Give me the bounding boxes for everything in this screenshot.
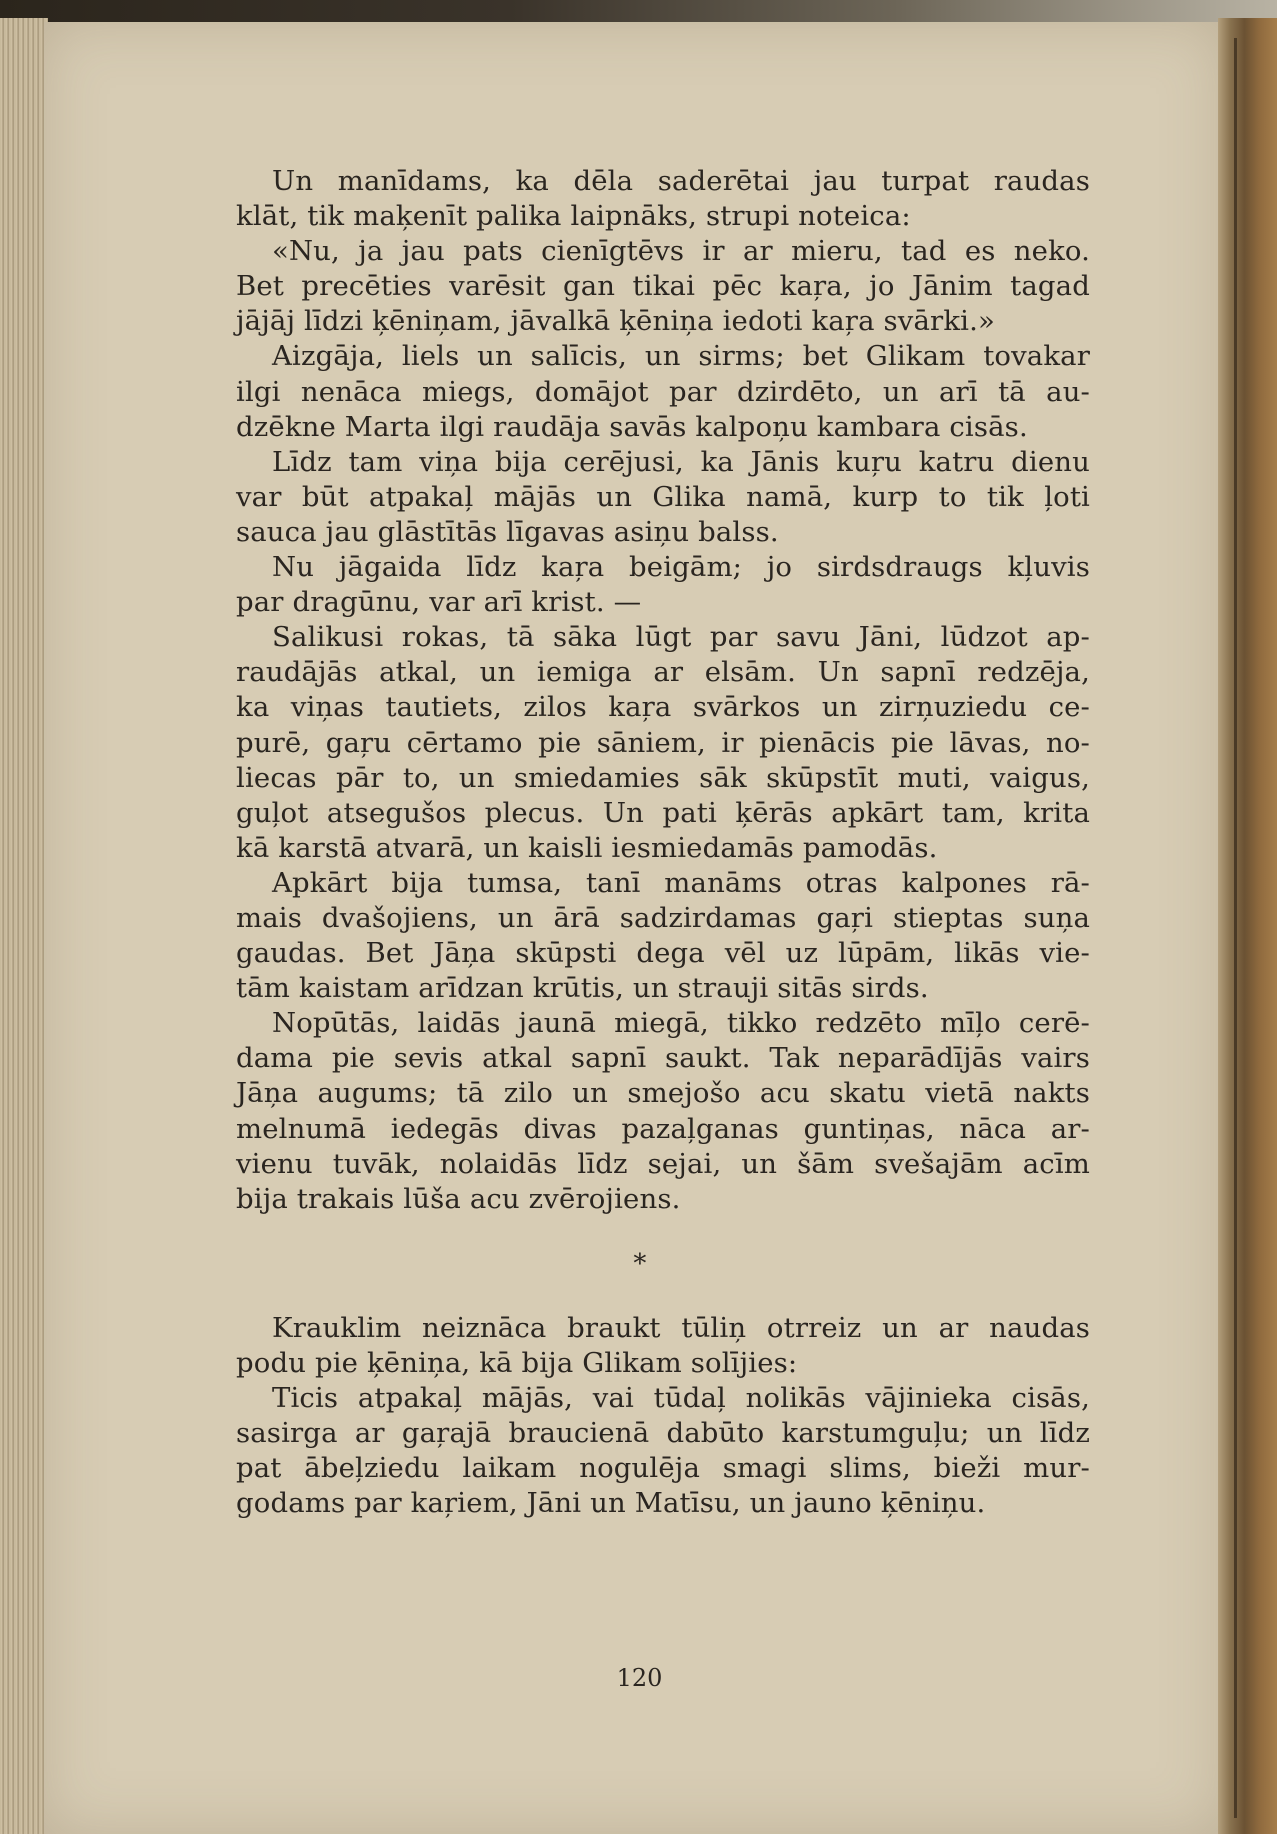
paragraph: [200, 1311, 1090, 1381]
binding-edge-line: [1234, 38, 1237, 1818]
text-line: Krauklim neiznāca braukt tūliņ otrreiz un ar naudas: [272, 1311, 1090, 1344]
text-line: «Nu, ja jau pats cienīgtēvs ir ar mieru, tad es neko.: [272, 235, 1090, 268]
text-line: raudājās atkal, un iemiga ar elsām. Un sapnī redzēja,: [236, 656, 1090, 689]
text-line: dzēkne Marta ilgi raudāja savās kalpoņu kambara cisās.: [236, 410, 1028, 443]
page-number: 120: [616, 1664, 663, 1692]
paragraphs-after-separator: [200, 1311, 1090, 1522]
paragraph: [200, 550, 1090, 620]
text-line: podu pie ķēniņa, kā bija Glikam solījies:: [236, 1346, 798, 1379]
text-line: sauca jau glāstītās līgavas asiņu balss.: [236, 515, 779, 548]
text-line: jājāj līdzi ķēniņam, jāvalkā ķēniņa iedoti kaŗa svārki.»: [236, 305, 995, 338]
paragraph: [200, 445, 1090, 550]
book-binding: [1218, 18, 1277, 1834]
text-line: melnumā iedegās divas pazaļganas guntiņas, nāca ar-: [236, 1112, 1090, 1145]
text-line: Aizgāja, liels un salīcis, un sirms; bet Glikam tovakar: [272, 340, 1090, 373]
text-line: guļot atsegušos plecus. Un pati ķērās apkārt tam, krita: [236, 796, 1090, 829]
paragraph: [200, 339, 1090, 444]
text-line: bija trakais lūša acu zvērojiens.: [236, 1182, 681, 1215]
text-line: klāt, tik maķenīt palika laipnāks, strupi noteica:: [236, 200, 911, 233]
page-text: [200, 164, 1090, 1521]
scan-top-edge: [0, 0, 1277, 22]
text-line: purē, gaŗu cērtamo pie sāniem, ir pienācis pie lāvas, no-: [236, 726, 1090, 759]
text-line: gaudas. Bet Jāņa skūpsti dega vēl uz lūpām, likās vie-: [236, 937, 1090, 970]
paragraph: [200, 1006, 1090, 1217]
text-line: Bet precēties varēsit gan tikai pēc kaŗa, jo Jānim tagad: [236, 270, 1090, 303]
paragraph: [200, 164, 1090, 234]
text-line: par dragūnu, var arī krist. —: [236, 586, 642, 619]
text-line: Un manīdams, ka dēla saderētai jau turpat raudas: [272, 165, 1090, 197]
text-line: mais dvašojiens, un ārā sadzirdamas gaŗi stieptas suņa: [236, 901, 1090, 934]
text-line: var būt atpakaļ mājās un Glika namā, kurp to tik ļoti: [236, 480, 1090, 513]
text-line: ka viņas tautiets, zilos kaŗa svārkos un zirņuziedu ce-: [236, 691, 1090, 724]
paragraph: [200, 620, 1090, 866]
paragraph: [200, 866, 1090, 1006]
text-line: Nopūtās, laidās jaunā miegā, tikko redzēto mīļo cerē-: [272, 1007, 1090, 1040]
text-line: Salikusi rokas, tā sāka lūgt par savu Jāni, lūdzot ap-: [272, 621, 1090, 654]
section-separator: *: [633, 1248, 647, 1279]
page-stack-edges: [0, 18, 48, 1834]
paragraph: [200, 234, 1090, 339]
text-line: ilgi nenāca miegs, domājot par dzirdēto, un arī tā au-: [236, 375, 1090, 408]
text-line: godams par kaŗiem, Jāni un Matīsu, un jauno ķēniņu.: [236, 1487, 986, 1520]
text-line: Līdz tam viņa bija cerējusi, ka Jānis kuŗu katru dienu: [272, 445, 1090, 478]
text-line: Apkārt bija tumsa, tanī manāms otras kalpones rā-: [272, 866, 1090, 899]
text-line: sasirga ar gaŗajā braucienā dabūto karstumguļu; un līdz: [236, 1417, 1090, 1450]
text-line: tām kaistam arīdzan krūtis, un strauji sitās sirds.: [236, 972, 929, 1005]
text-line: Nu jāgaida līdz kaŗa beigām; jo sirdsdraugs kļuvis: [272, 551, 1090, 584]
paragraphs-before-separator: [200, 164, 1090, 1217]
text-line: Ticis atpakaļ mājās, vai tūdaļ nolikās vājinieka cisās,: [272, 1382, 1090, 1414]
text-line: Jāņa augums; tā zilo un smejošo acu skatu vietā nakts: [236, 1077, 1090, 1110]
text-line: pat ābeļziedu laikam nogulēja smagi slims, bieži mur-: [236, 1452, 1090, 1485]
text-line: liecas pār to, un smiedamies sāk skūpstīt muti, vaigus,: [236, 761, 1090, 794]
paragraph: [200, 1381, 1090, 1521]
text-line: vienu tuvāk, nolaidās līdz sejai, un šām svešajām acīm: [236, 1147, 1090, 1180]
text-line: dama pie sevis atkal sapnī saukt. Tak neparādījās vairs: [236, 1042, 1090, 1075]
text-line: kā karstā atvarā, un kaisli iesmiedamās pamodās.: [236, 831, 938, 864]
